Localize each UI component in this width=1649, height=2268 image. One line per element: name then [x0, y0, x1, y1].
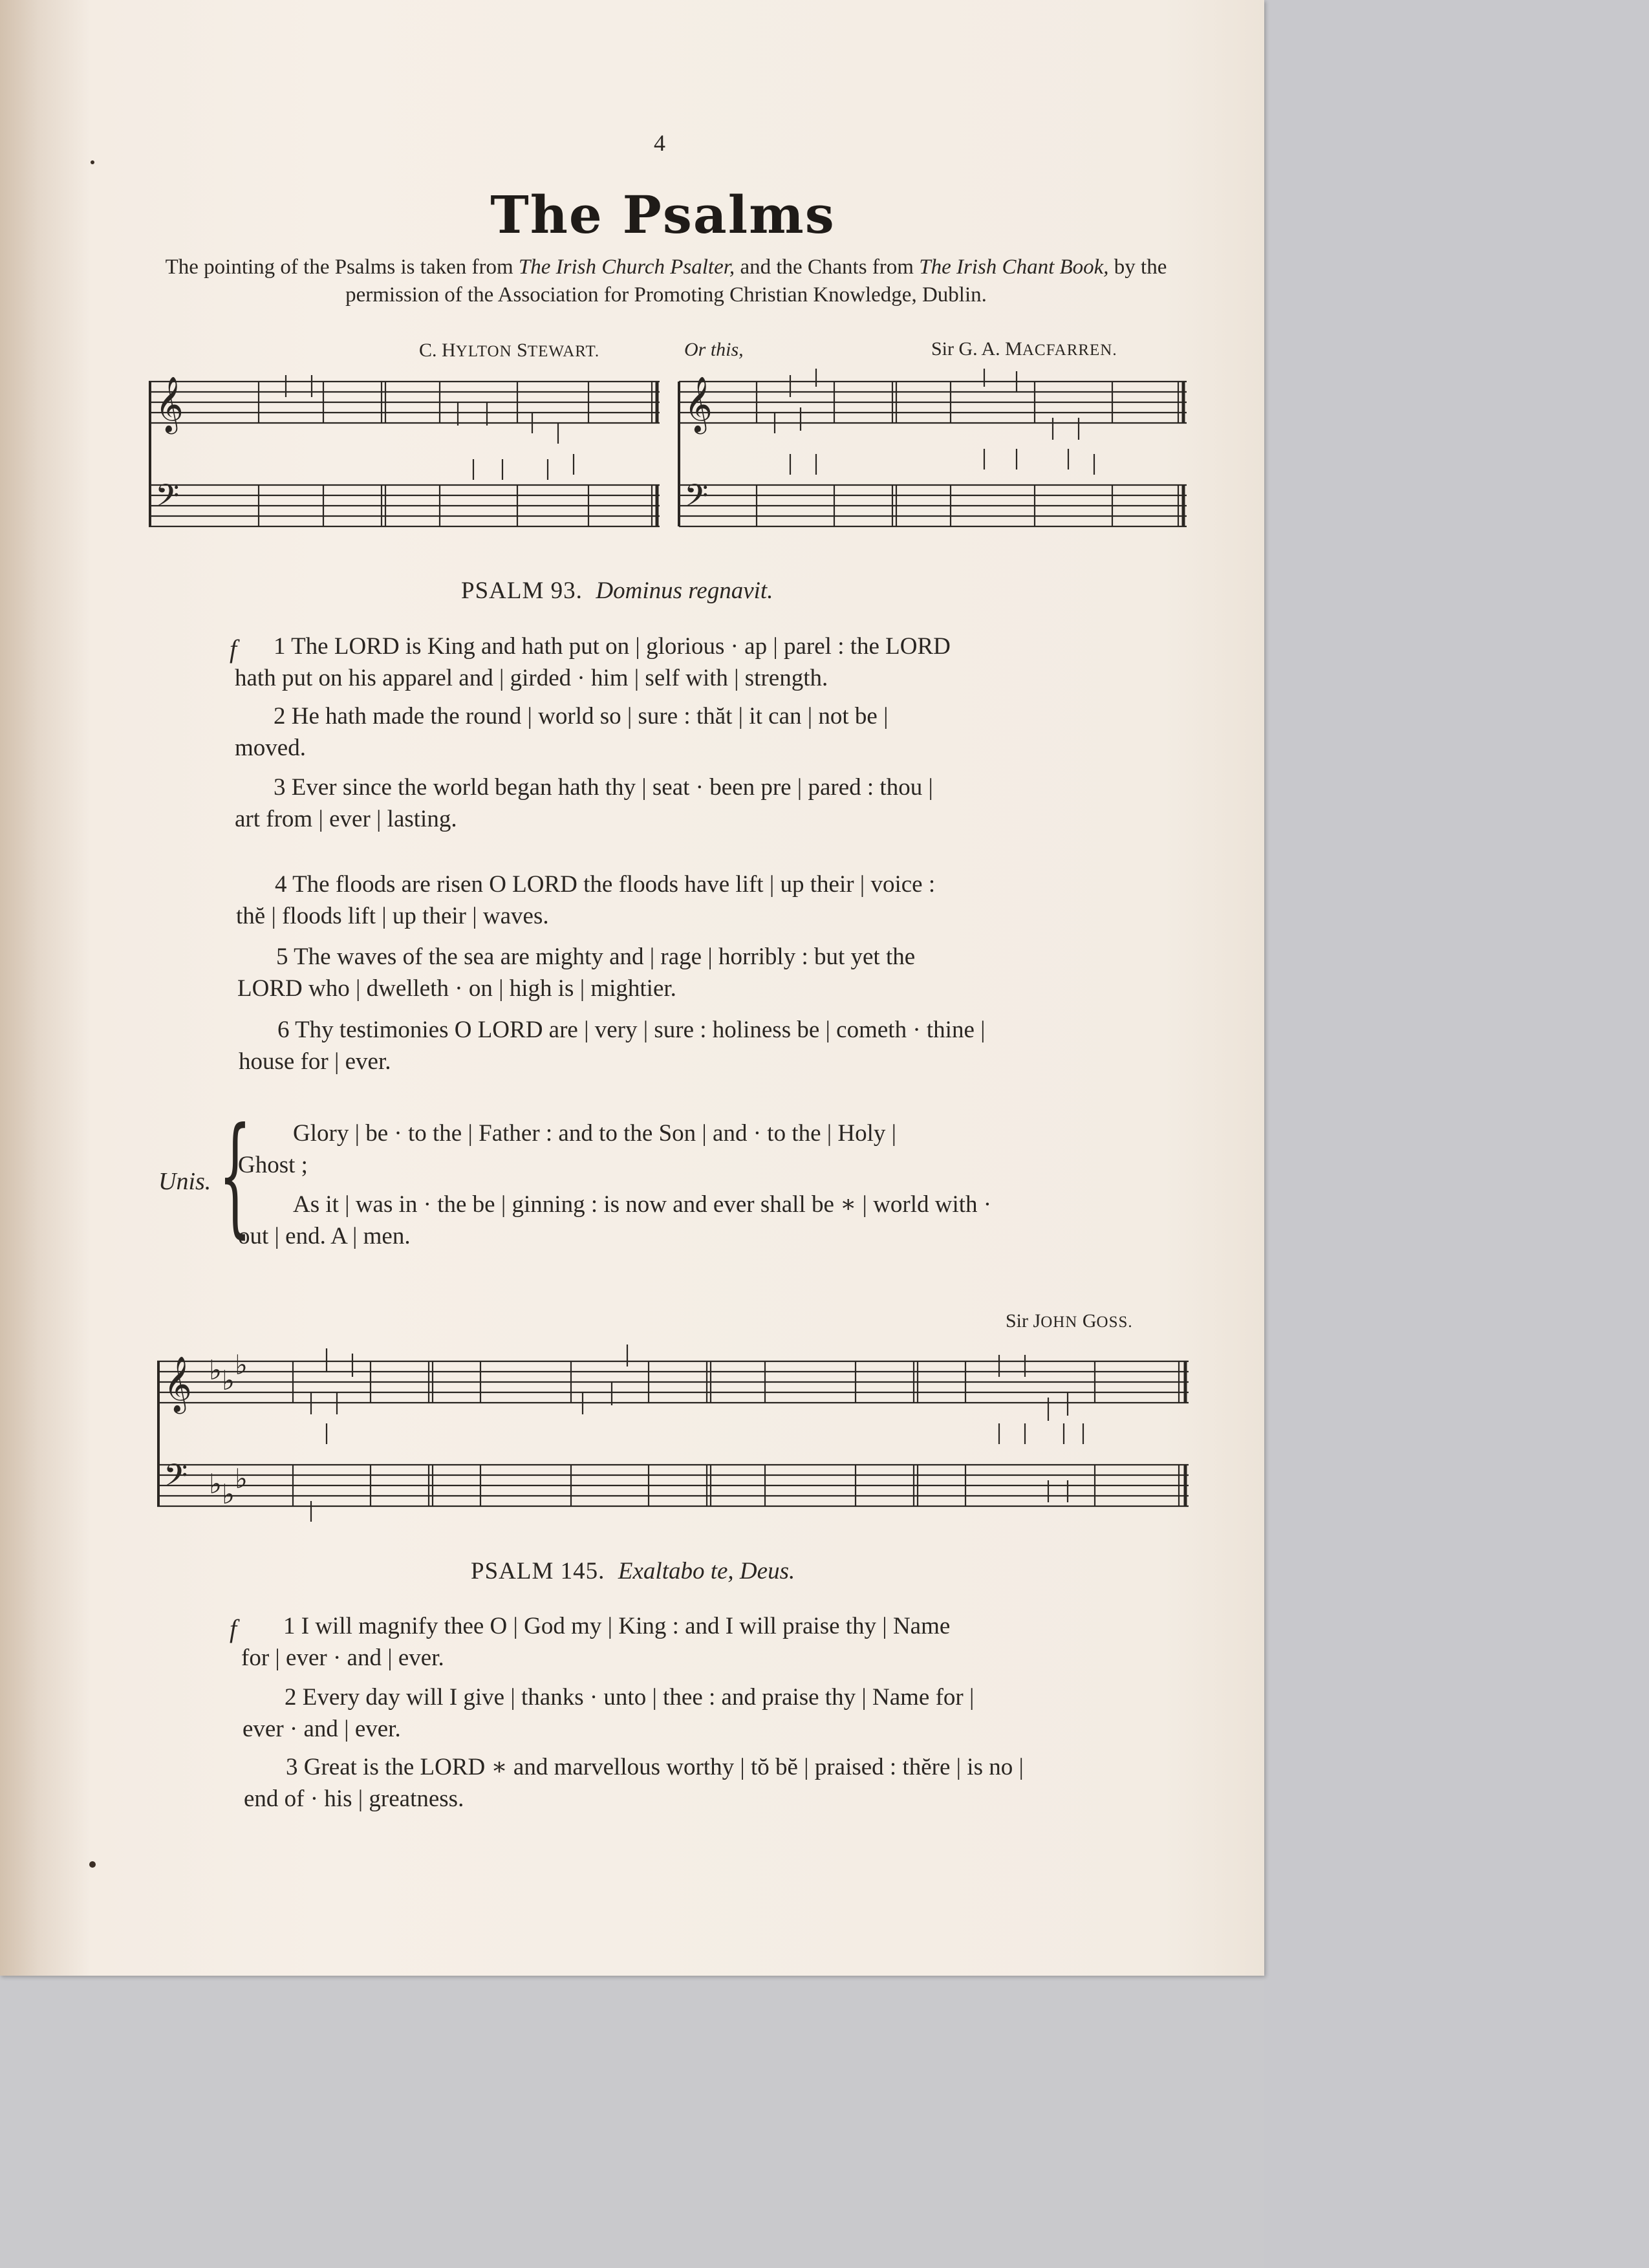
intro-note — [155, 254, 1177, 309]
bass-clef-icon: 𝄢 — [164, 1457, 188, 1501]
composer-name-part: OHN — [1040, 1313, 1078, 1331]
verse-line: art from | ever | lasting. — [235, 806, 457, 832]
verse-line: house for | ever. — [239, 1048, 391, 1075]
chant1-composer — [419, 340, 599, 362]
gloria-line-1 — [238, 1118, 1189, 1181]
composer-initial: Sir J — [1006, 1310, 1041, 1332]
verse-line: 3 Great is the LORD ∗ and marvellous worthy | tŏ bĕ | praised : thĕre | is no | — [286, 1754, 1024, 1780]
flat-icon: ♭ — [209, 1354, 222, 1386]
verse-line: 6 Thy testimonies O LORD are | very | sure : holiness be | cometh · thine | — [277, 1017, 986, 1043]
gloria-line-2 — [238, 1189, 1189, 1252]
verse-line: 2 Every day will I give | thanks · unto | thee : and praise thy | Name for | — [285, 1684, 975, 1711]
intro-text-1: The pointing of the Psalms is taken from — [165, 255, 519, 279]
psalm-145-verse-3 — [244, 1751, 1191, 1815]
composer-initial: C. H — [419, 340, 456, 361]
bass-clef-icon: 𝄢 — [155, 477, 180, 521]
psalm-latin-title: Exaltabo te, Deus. — [618, 1558, 795, 1584]
psalm-number: PSALM 93. — [461, 578, 583, 604]
treble-clef-icon: 𝄞 — [684, 376, 713, 432]
intro-source-chant-book: The Irish Chant Book, — [919, 255, 1109, 279]
verse-line: As it | was in · the be | ginning : is now and ever shall be ∗ | world with · — [293, 1191, 992, 1218]
verse-line: out | end. A | men. — [238, 1223, 411, 1249]
chant2-composer — [931, 338, 1117, 360]
flat-icon: ♭ — [222, 1478, 235, 1510]
page-title: The Psalms — [490, 184, 835, 245]
verse-line: hath put on his apparel and | girded · him | self with | strength. — [235, 665, 828, 691]
verse-line: 4 The floods are risen O LORD the floods have lift | up their | voice : — [275, 871, 936, 898]
bass-clef-icon: 𝄢 — [684, 477, 709, 521]
page-edge-stain — [0, 0, 91, 1976]
flat-icon: ♭ — [235, 1349, 248, 1381]
verse-line: 2 He hath made the round | world so | sure : thăt | it can | not be | — [274, 703, 889, 729]
alternative-chant-label: Or this, — [684, 339, 744, 360]
psalm-93-verse-6 — [239, 1014, 1189, 1077]
psalm-145-verse-2 — [242, 1681, 1190, 1745]
brace-symbol: { — [219, 1100, 252, 1251]
background-surface-right — [1264, 0, 1649, 2268]
composer-name-part: ACFARREN. — [1022, 341, 1117, 359]
verse-line: 5 The waves of the sea are mighty and | rage | horribly : but yet the — [276, 944, 916, 970]
dynamic-marking: f — [230, 1614, 237, 1643]
verse-line: moved. — [235, 735, 306, 761]
treble-clef-icon: 𝄞 — [155, 376, 184, 432]
verse-line: LORD who | dwelleth · on | high is | mightier. — [237, 975, 676, 1002]
psalm-93-verse-3 — [235, 772, 1185, 835]
page-spot — [89, 1861, 96, 1868]
verse-line: 1 I will magnify thee O | God my | King : and I will praise thy | Name — [283, 1613, 951, 1639]
verse-line: ever · and | ever. — [242, 1716, 401, 1742]
treble-clef-icon: 𝄞 — [164, 1356, 192, 1412]
psalm-93-verse-2 — [235, 700, 1185, 764]
chant-score-1 — [149, 369, 1190, 543]
unison-marking: Unis. — [158, 1168, 211, 1195]
psalm-number: PSALM 145. — [471, 1558, 605, 1584]
page-number: 4 — [654, 130, 665, 156]
flat-icon: ♭ — [222, 1365, 235, 1396]
verse-line: end of · his | greatness. — [244, 1786, 464, 1812]
psalm-93-verse-5 — [237, 941, 1188, 1004]
composer-name-part: OSS. — [1096, 1313, 1133, 1331]
verse-line: for | ever · and | ever. — [241, 1645, 444, 1671]
intro-text-3: by the permission of the Association for Promoting Christian Knowledge, Dublin. — [345, 255, 1167, 307]
page-spot — [91, 160, 94, 164]
composer-initial: S — [512, 340, 528, 361]
composer-name-part: YLTON — [455, 343, 512, 360]
psalm-latin-title: Dominus regnavit. — [596, 578, 773, 604]
verse-line: thĕ | floods lift | up their | waves. — [236, 903, 549, 929]
intro-text-2: and the Chants from — [735, 255, 920, 279]
flat-icon: ♭ — [235, 1463, 248, 1495]
composer-initial: Sir G. A. M — [931, 338, 1022, 360]
psalm-93-heading — [461, 577, 773, 605]
verse-line: Glory | be · to the | Father : and to the Son | and · to the | Holy | — [293, 1120, 897, 1147]
chant3-composer — [1006, 1310, 1133, 1332]
verse-line: Ghost ; — [238, 1152, 308, 1178]
composer-name-part: TEWART. — [527, 343, 600, 360]
chant-score-2 — [157, 1342, 1192, 1529]
psalm-93-verse-1 — [235, 631, 1185, 694]
psalm-145-heading — [471, 1557, 795, 1585]
psalm-145-verse-1 — [241, 1610, 1189, 1674]
intro-source-psalter: The Irish Church Psalter, — [518, 255, 735, 279]
flat-icon: ♭ — [209, 1468, 222, 1500]
psalm-93-verse-4 — [236, 869, 1187, 932]
verse-line: 3 Ever since the world began hath thy | seat · been pre | pared : thou | — [274, 774, 933, 801]
composer-initial: G — [1077, 1310, 1097, 1332]
dynamic-marking: f — [230, 634, 237, 664]
verse-line: 1 The LORD is King and hath put on | glorious · ap | parel : the LORD — [274, 633, 951, 660]
